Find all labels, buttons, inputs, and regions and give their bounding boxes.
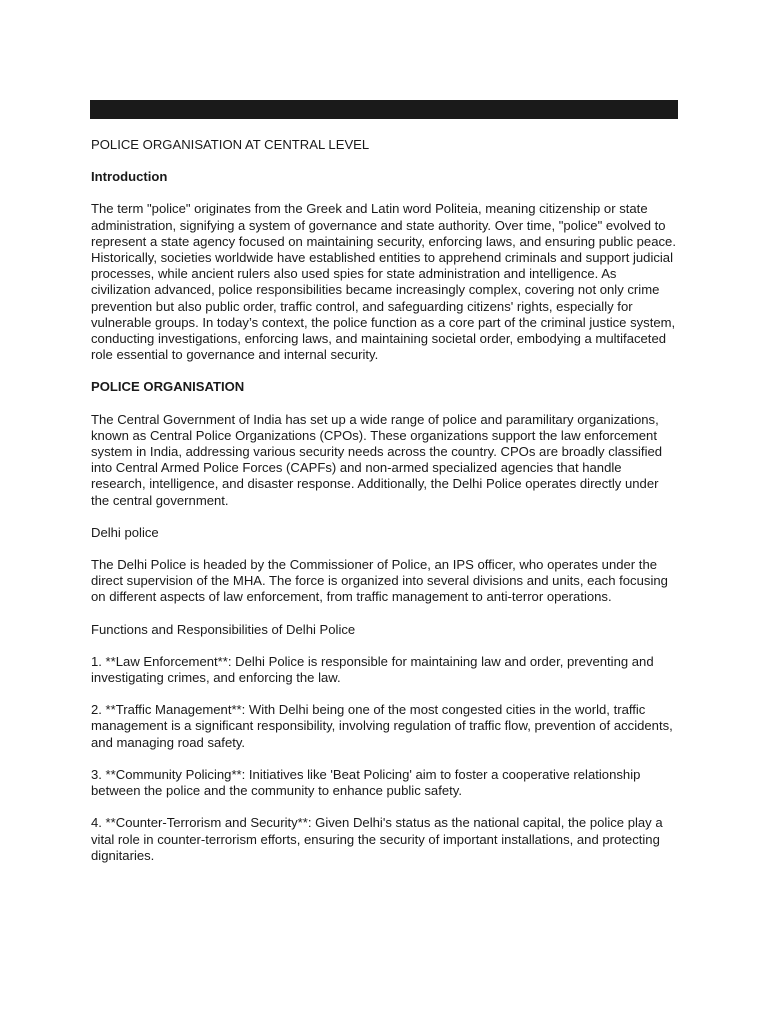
introduction-heading: Introduction [91, 169, 168, 185]
function-item-community-policing: 3. **Community Policing**: Initiatives like 'Beat Policing' aim to foster a cooperative relationship between the police and the community to enhance public safety. [91, 766, 641, 799]
document-body [91, 137, 679, 880]
police-organisation-paragraph: The Central Government of India has set up a wide range of police and paramilitary organizations, known as Central Police Organizations (CPOs). These organizations support the law enforcement system in India, addressing various security needs across the country. CPOs are broadly classified into Central Armed Police Forces (CAPFs) and non-armed specialized agencies that handle research, intelligence, and disaster response. Additionally, the Delhi Police operates directly under the central government. [91, 411, 663, 508]
delhi-police-heading: Delhi police [91, 524, 159, 540]
function-item-counter-terrorism: 4. **Counter-Terrorism and Security**: Given Delhi's status as the national capital, the police play a vital role in counter-terrorism efforts, ensuring the security of important installations, and protecting dignitaries. [91, 815, 663, 863]
functions-heading: Functions and Responsibilities of Delhi Police [91, 621, 356, 637]
introduction-paragraph: The term "police" originates from the Greek and Latin word Politeia, meaning citizenship or state administration, signifying a system of governance and state authority. Over time, "police" evolved to represent a state agency focused on maintaining security, enforcing laws, and ensuring public peace. Historically, societies worldwide have established entities to apprehend criminals and support judicial processes, while ancient rulers also used spies for state administration and intelligence. As civilization advanced, police responsibilities became increasingly complex, covering not only crime prevention but also public order, traffic control, and safeguarding citizens' rights, especially for vulnerable groups. In today’s context, the police function as a core part of the criminal justice system, conducting investigations, enforcing laws, and maintaining societal order, embodying a multifaceted role essential to governance and internal security. [91, 201, 676, 363]
police-organisation-heading: POLICE ORGANISATION [91, 379, 245, 395]
header-bar [90, 100, 678, 119]
delhi-police-paragraph: The Delhi Police is headed by the Commissioner of Police, an IPS officer, who operates under the direct supervision of the MHA. The force is organized into several divisions and units, each focusing on different aspects of law enforcement, from traffic management to anti-terror operations. [91, 557, 668, 605]
document-title: POLICE ORGANISATION AT CENTRAL LEVEL [91, 137, 370, 152]
function-item-law-enforcement: 1. **Law Enforcement**: Delhi Police is responsible for maintaining law and order, preventing and investigating crimes, and enforcing the law. [91, 653, 654, 686]
function-item-traffic-management: 2. **Traffic Management**: With Delhi being one of the most congested cities in the world, traffic management is a significant responsibility, involving regulation of traffic flow, prevention of accidents, and managing road safety. [91, 702, 673, 750]
